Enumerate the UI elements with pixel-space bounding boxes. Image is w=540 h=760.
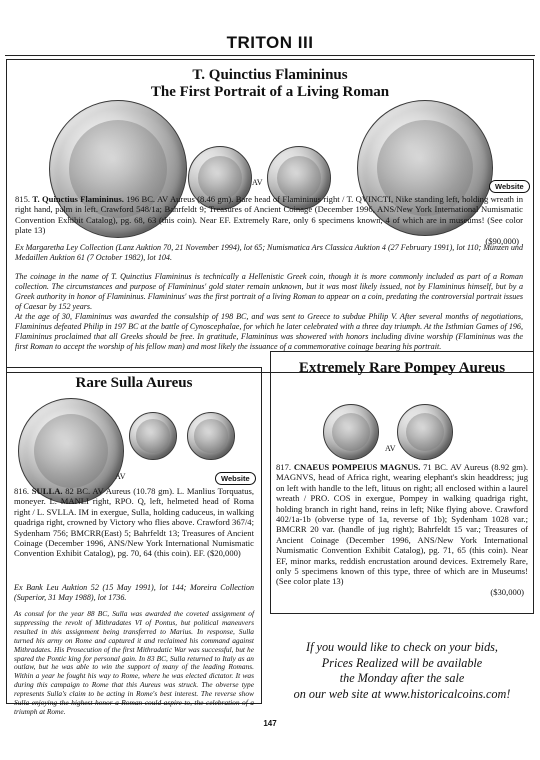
- lot-816-note: As consul for the year 88 BC, Sulla was awarded the coveted assignment of suppressing the revolt of Mithradates VI of Pontus, but political maneuvers resulted in this assignment being transferred to Marius. In response, Sulla turned his army on Rome and captured it and reclaimed his command against Mithradates. His Prosecution of the first Mithradatic War was successful, but he spared the Pontic king for personal gain. In 83 BC, Sulla returned to Italy as an outlaw, but he was able to win the support of many of the leading Romans. Within a year he fought his way to Rome, where he was elected dictator. It was during this campaign to Rome that this Aureus was struck. The obverse type represents Sulla's claim to be acting in Rome's best interest. The reverse show Sulla enjoying the highest honor a Roman could aspire to, the celebration of a triumph at Rome.: [14, 609, 254, 716]
- promo-line-4: on our web site at www.historicalcoins.com!: [293, 686, 511, 701]
- lot-name: CNAEUS POMPEIUS MAGNUS.: [293, 462, 421, 472]
- lot-815-panel: [6, 59, 534, 373]
- lot-815-title: T. Quinctius Flamininus: [192, 67, 348, 83]
- lot-number: 815.: [15, 194, 31, 204]
- header-rule: [5, 55, 535, 56]
- lot-815-subtitle: The First Portrait of a Living Roman: [150, 84, 390, 100]
- lot-817-title: Extremely Rare Pompey Aureus: [298, 360, 506, 376]
- metal-label-av: AV: [252, 178, 263, 187]
- lot-815-note-2: At the age of 30, Flamininus was awarded the consulship of 198 BC, and was sent to Greece to subdue Philip V. After several months of negotiations, Flamininus defeated Philip in 197 BC at the battle of Cynoscephalae, for which he later celebrated with a three day triumph. At the Isthmian Games of 196, Flamininus proclaimed that all Greeks should be free. In gratitude, Flamininus was showered with honors including divine worship (Flamininus was the first Roman to accept the worship of his fellow man) and most likely the issuance of a commemorative coinage bearing his portrait.: [15, 312, 523, 351]
- page-header: TRITON III: [226, 33, 314, 52]
- lot-816-provenance: Ex Bank Leu Auktion 52 (15 May 1991), lot 144; Moreira Collection (Superior, 31 May 1988), lot 1736.: [14, 583, 254, 602]
- coin-image-obverse-small: [129, 412, 177, 460]
- lot-desc: 71 BC. AV Aureus (8.92 gm). MAGNVS, head of Africa right, wearing elephant's skin headdress; jug on left with handle to the left, lituus on right; all enclosed within a laurel wreath / PRO. COS in exergue, Pompey in walking quadriga right, holding branch in right hand, reins in left; Nike flying above. Crawford 402/1a-1b (obverse type of 1a, reverse of 1b); Sydenham 1028 var.; BMCRR 20 var. (handle of jug right); Bahrfeldt 15 var.; Treasures of Ancient Coinage (December 1996, ANS/New York International Numismatic Convention Exhibit Catalog), pg. 71, 65 (this coin). Near EF, minor marks, reddish encrustation around devices. Extremely Rare, only 5 specimens known of this type, three of which are in Museums! (See color plate 13): [276, 462, 528, 587]
- lot-number: 817.: [276, 462, 292, 472]
- lot-815-note-1: The coinage in the name of T. Quinctius Flamininus is technically a Hellenistic Greek coin, though it is more commonly included as part of a Roman collection. The circumstances and purpose of Flamininus' gold stater remain unknown, but it was most likely issued, not by Flamininus himself, but by a Greek authority in honor of Flamininus. Flamininus' was the first portrait of a living Roman to appear on a coin, predating the controversial portrait issues of Caesar by 152 years.: [15, 272, 523, 311]
- coin-image-reverse-small: [187, 412, 235, 460]
- lot-price: ($20,000): [207, 548, 241, 559]
- lot-price: ($90,000): [485, 235, 519, 246]
- lot-815-description: [15, 194, 523, 246]
- promo-line-1: If you would like to check on your bids,: [306, 640, 498, 654]
- lot-name: T. Quinctius Flamininus.: [32, 194, 124, 204]
- promo-line-2: Prices Realized will be available: [321, 655, 483, 670]
- lot-817-panel: [270, 351, 534, 614]
- lot-number: 816.: [14, 486, 30, 496]
- lot-817-description: [276, 462, 528, 597]
- prices-realized-notice: [276, 640, 528, 702]
- coin-image-obverse: [323, 404, 379, 460]
- lot-816-title: Rare Sulla Aureus: [75, 375, 193, 391]
- lot-desc: 82 BC. AV Aureus (10.78 gm). L. Manlius Torquatus, moneyer. L. MANLI right, RPO. Q, left, helmeted head of Roma right / L. SVLLA. IM in exergue, Sulla, holding caduceus, in walking quadriga right, crowned by Victory who flies above. Crawford 367/4; Sydenham 756; BMCRR(East) 5; Bahrfeldt 13; Treasures of Ancient Coinage (December 1996, ANS/New York International Numismatic Convention Exhibit Catalog), pg. 70, 64 (this coin). EF.: [14, 486, 254, 559]
- lot-816-description: [14, 486, 254, 559]
- promo-line-3: the Monday after the sale: [339, 671, 465, 685]
- lot-816-panel: [6, 367, 262, 716]
- lot-name: SULLA.: [31, 486, 63, 496]
- lot-desc: 196 BC. AV Aureus (8.46 gm). Bare head of Flamininus right / T. QVINCTI, Nike standing left, holding wreath in right hand, palm in left. Crawford 548/1a; Bahrfeldt 9; Treasures of Ancient Coinage (December 1996, ANS/New York International Numismatic Convention Exhibit Catalog), pg. 68, 63 (this coin). Near EF. Extremely Rare, only 6 specimens known, 4 of which are in museums! (See color plate 13): [15, 194, 524, 236]
- lot-815-provenance: Ex Margaretha Ley Collection (Lanz Auktion 70, 21 November 1994), lot 65; Numismatica Ars Classica Auktion 4 (27 February 1991), lot 110; Münzen und Medaillen Auktion 61 (7 October 1982), lot 104.: [15, 243, 523, 262]
- page-number: 147: [263, 719, 277, 728]
- website-badge[interactable]: Website: [489, 180, 530, 193]
- lot-price: ($30,000): [490, 586, 524, 597]
- coin-image-reverse: [397, 404, 453, 460]
- website-badge[interactable]: Website: [215, 472, 256, 485]
- metal-label-av: AV: [115, 472, 126, 481]
- metal-label-av: AV: [385, 444, 396, 453]
